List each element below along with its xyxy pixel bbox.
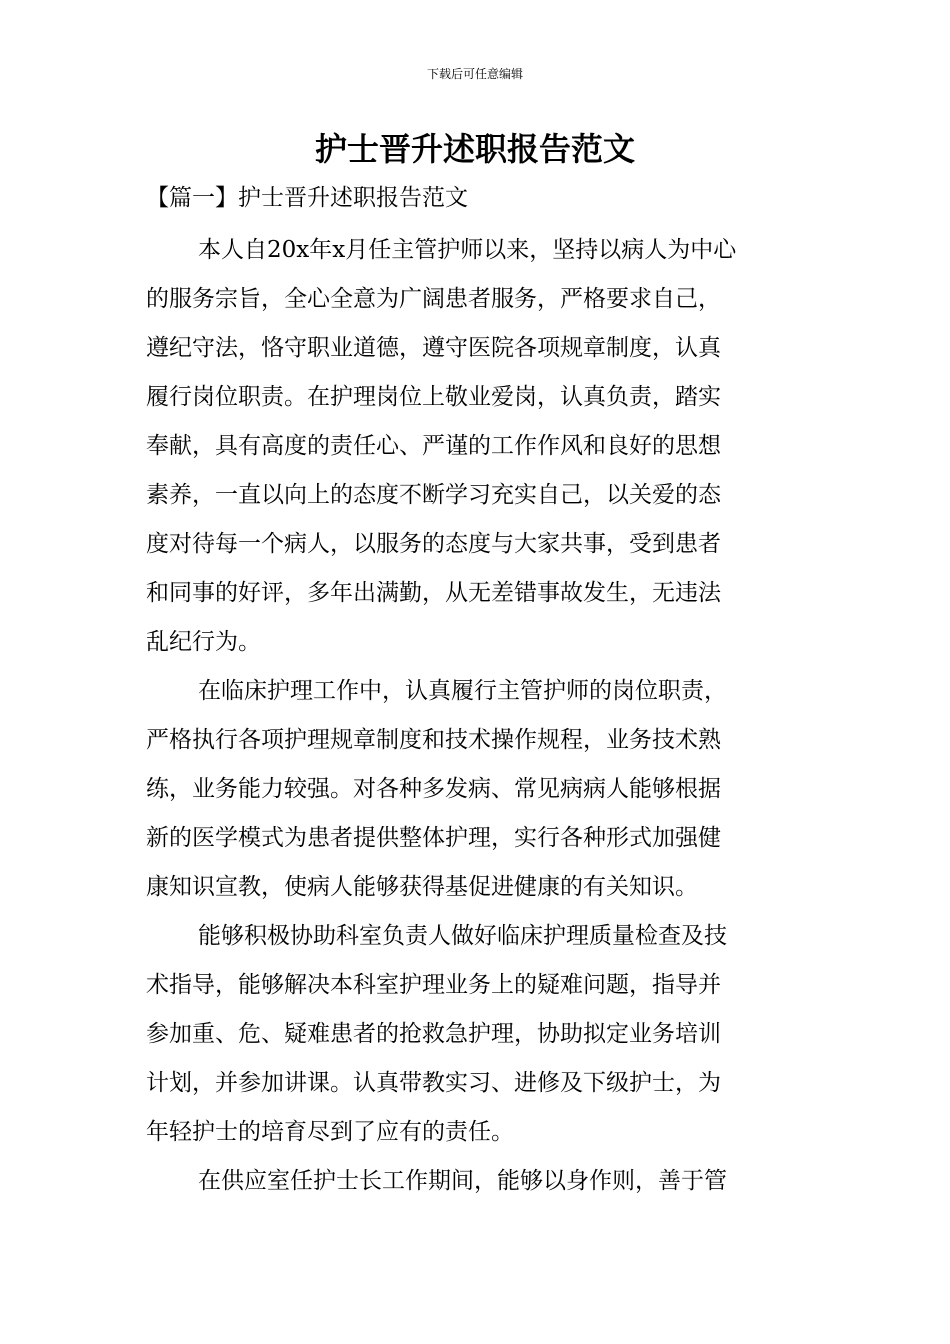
paragraph-line: 遵纪守法，恪守职业道德，遵守医院各项规章制度，认真 (146, 335, 721, 361)
paragraph-line: 履行岗位职责。在护理岗位上敬业爱岗，认真负责，踏实 (146, 384, 721, 410)
document-title: 护士晋升述职报告范文 (314, 130, 635, 168)
paragraph-line: 术指导，能够解决本科室护理业务上的疑难问题，指导并 (146, 972, 721, 998)
document-body (146, 226, 806, 1206)
paragraph-4 (146, 1157, 806, 1206)
paragraph-line: 练，业务能力较强。对各种多发病、常见病病人能够根据 (146, 776, 721, 802)
paragraph-line: 在供应室任护士长工作期间，能够以身作则，善于管 (198, 1168, 727, 1194)
paragraph-line: 度对待每一个病人，以服务的态度与大家共事，受到患者 (146, 531, 721, 557)
paragraph-3 (146, 912, 806, 1157)
paragraph-line: 能够积极协助科室负责人做好临床护理质量检查及技 (198, 923, 727, 949)
paragraph-line: 的服务宗旨，全心全意为广阔患者服务，严格要求自己， (146, 286, 721, 312)
paragraph-line: 本人自20x年x月任主管护师以来，坚持以病人为中心 (198, 237, 737, 263)
paragraph-line: 康知识宣教，使病人能够获得基促进健康的有关知识。 (146, 874, 698, 900)
paragraph-line: 严格执行各项护理规章制度和技术操作规程，业务技术熟 (146, 727, 721, 753)
paragraph-1 (146, 226, 806, 667)
paragraph-line: 参加重、危、疑难患者的抢救急护理，协助拟定业务培训 (146, 1021, 721, 1047)
paragraph-line: 年轻护士的培育尽到了应有的责任。 (146, 1119, 514, 1145)
paragraph-line: 计划，并参加讲课。认真带教实习、进修及下级护士，为 (146, 1070, 721, 1096)
paragraph-2 (146, 667, 806, 912)
paragraph-line: 乱纪行为。 (146, 629, 261, 655)
paragraph-line: 新的医学模式为患者提供整体护理，实行各种形式加强健 (146, 825, 721, 851)
section-heading: 【篇一】护士晋升述职报告范文 (146, 185, 468, 211)
paragraph-line: 和同事的好评，多年出满勤，从无差错事故发生，无违法 (146, 580, 721, 606)
header-note: 下载后可任意编辑 (426, 67, 523, 81)
paragraph-line: 在临床护理工作中，认真履行主管护师的岗位职责， (198, 678, 727, 704)
paragraph-line: 素养，一直以向上的态度不断学习充实自己，以关爱的态 (146, 482, 721, 508)
paragraph-line: 奉献，具有高度的责任心、严谨的工作作风和良好的思想 (146, 433, 721, 459)
